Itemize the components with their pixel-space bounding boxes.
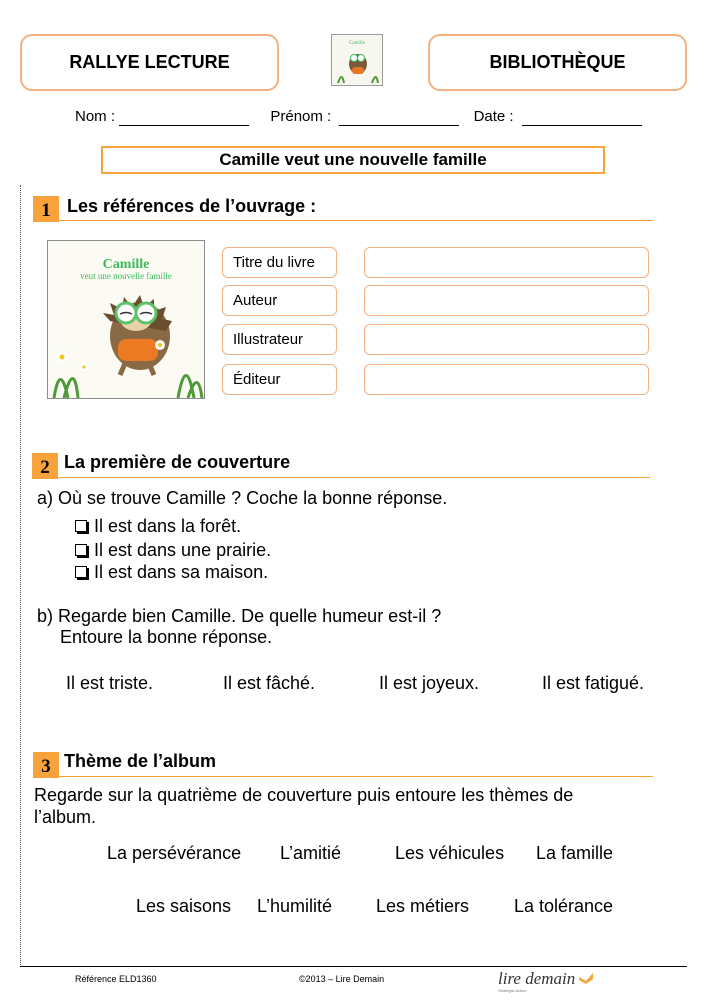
book-title: Camille veut une nouvelle famille <box>219 150 487 169</box>
book-title-box <box>101 146 605 174</box>
mood-fatigue[interactable]: Il est fatigué. <box>542 673 645 693</box>
theme-perseverance[interactable]: La persévérance <box>107 843 242 863</box>
section-3-title: Thème de l’album <box>64 751 217 771</box>
mood-triste[interactable]: Il est triste. <box>66 673 154 693</box>
ref-label-editeur: Éditeur <box>222 364 337 395</box>
margin-line <box>20 185 21 965</box>
logo-book-icon <box>578 971 594 985</box>
rallye-lecture-label: RALLYE LECTURE <box>69 52 230 72</box>
lire-demain-logo <box>498 966 598 996</box>
date-label: Date : <box>473 108 514 125</box>
ref-label-auteur: Auteur <box>222 285 337 316</box>
ref-field-titre[interactable] <box>364 247 649 278</box>
checkbox-icon[interactable] <box>75 544 87 556</box>
section-1-number: 1 <box>33 196 59 222</box>
question-a: a) Où se trouve Camille ? Coche la bonne réponse. <box>37 488 448 508</box>
ref-field-illustrateur[interactable] <box>364 324 649 355</box>
option-prairie-label: Il est dans une prairie. <box>94 540 272 560</box>
checkbox-icon[interactable] <box>75 520 87 532</box>
footer-copyright: ©2013 – Lire Demain <box>299 974 385 984</box>
nom-blank[interactable] <box>119 108 249 126</box>
section-3-rule <box>33 776 653 777</box>
prenom-label: Prénom : <box>270 108 332 125</box>
section-3-number: 3 <box>33 752 59 778</box>
mood-joyeux[interactable]: Il est joyeux. <box>379 673 480 693</box>
theme-instruction-line1: Regarde sur la quatrième de couverture puis entoure les thèmes de <box>34 785 574 805</box>
logo-tagline: Stratégie-Action <box>498 988 527 993</box>
question-b-line1: b) Regarde bien Camille. De quelle humeur est-il ? <box>37 606 442 626</box>
thumbnail-title: Camille <box>349 41 365 46</box>
logo-text: lire demain <box>498 969 576 988</box>
ref-label-illustrateur: Illustrateur <box>222 324 337 355</box>
theme-famille[interactable]: La famille <box>536 843 614 863</box>
footer-reference: Référence ELD1360 <box>75 974 157 984</box>
theme-amitie[interactable]: L’amitié <box>280 843 342 863</box>
date-blank[interactable] <box>522 108 642 126</box>
section-2-number: 2 <box>32 453 58 479</box>
identity-line <box>75 108 642 126</box>
cover-title: Camille <box>102 257 150 272</box>
option-maison[interactable] <box>75 562 268 583</box>
theme-tolerance[interactable]: La tolérance <box>514 896 614 916</box>
theme-humilite[interactable]: L’humilité <box>257 896 333 916</box>
checkbox-icon[interactable] <box>75 566 87 578</box>
question-b-line2: Entoure la bonne réponse. <box>60 627 273 647</box>
section-1-rule <box>33 220 653 221</box>
theme-instruction-line2: l’album. <box>34 807 97 827</box>
ref-field-editeur[interactable] <box>364 364 649 395</box>
prenom-blank[interactable] <box>339 108 459 126</box>
theme-metiers[interactable]: Les métiers <box>376 896 470 916</box>
book-cover <box>47 240 205 399</box>
ref-field-auteur[interactable] <box>364 285 649 316</box>
theme-saisons[interactable]: Les saisons <box>136 896 232 916</box>
section-1-title: Les références de l’ouvrage : <box>67 196 317 216</box>
option-maison-label: Il est dans sa maison. <box>94 562 269 582</box>
mood-fache[interactable]: Il est fâché. <box>223 673 316 693</box>
option-prairie[interactable] <box>75 540 271 561</box>
option-foret[interactable] <box>75 516 241 537</box>
nom-label: Nom : <box>75 108 116 125</box>
header-thumbnail <box>331 34 383 86</box>
header-bibliotheque <box>428 34 687 91</box>
theme-vehicules[interactable]: Les véhicules <box>395 843 505 863</box>
section-2-rule <box>32 477 650 478</box>
bibliotheque-label: BIBLIOTHÈQUE <box>489 52 626 72</box>
ref-label-titre: Titre du livre <box>222 247 337 278</box>
option-foret-label: Il est dans la forêt. <box>94 516 242 536</box>
cover-subtitle: veut une nouvelle famille <box>80 271 172 281</box>
header-rallye-lecture <box>20 34 279 91</box>
section-2-title: La première de couverture <box>64 452 291 472</box>
